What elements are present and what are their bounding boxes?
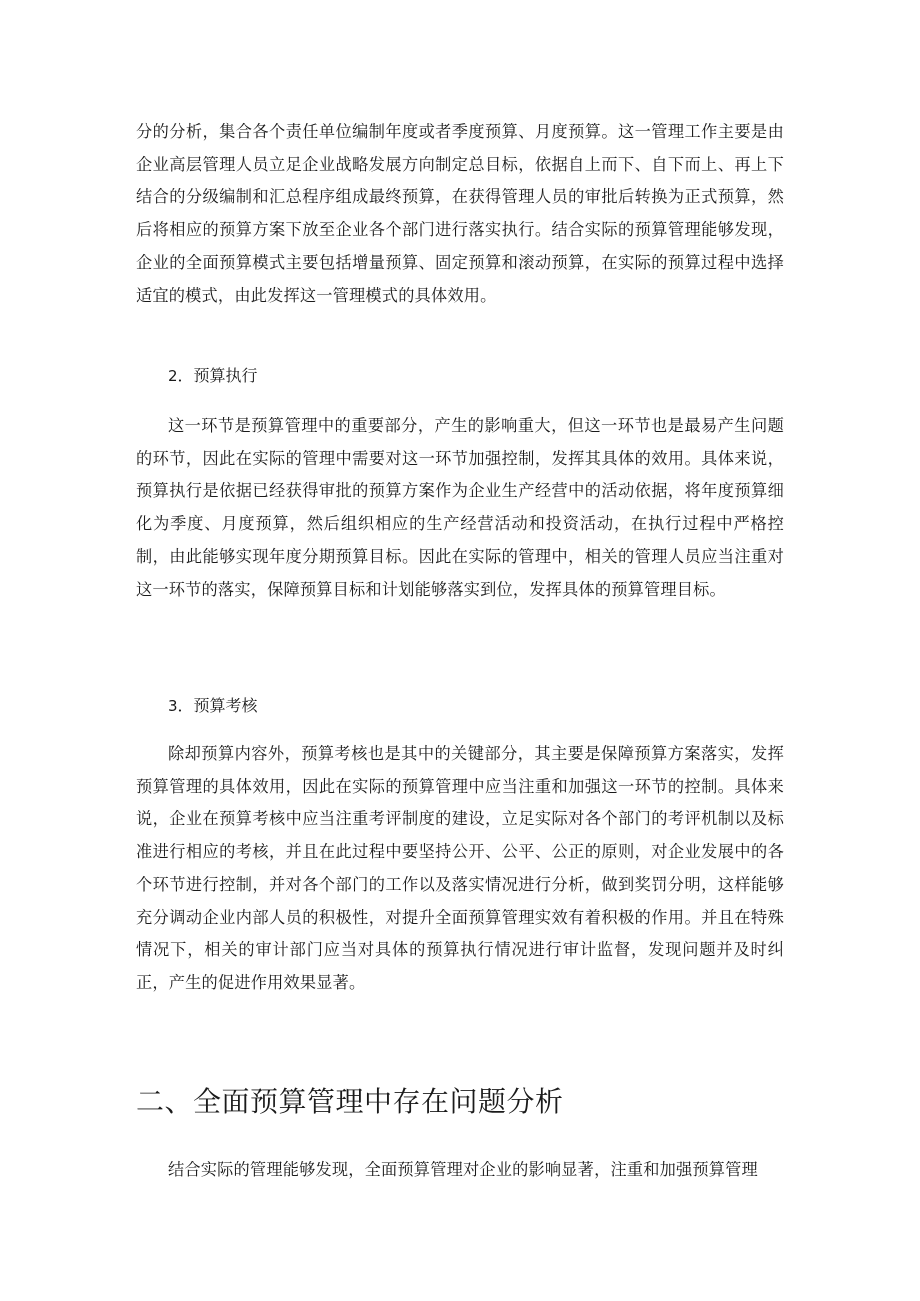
section-heading: 二、全面预算管理中存在问题分析 bbox=[136, 1085, 564, 1118]
paragraph-budget-assessment: 除却预算内容外，预算考核也是其中的关键部分，其主要是保障预算方案落实，发挥预算管理的具体效用，因此在实际的预算管理中应当注重和加强这一环节的控制。具体来说，企业在预算考核中应当注重考评制度的建设，立足实际对各个部门的考评机制以及标准进行相应的考核，并且在此过程中要坚持公开、公平、公正的原则，对企业发展中的各个环节进行控制，并对各个部门的工作以及落实情况进行分析，做到奖罚分明，这样能够充分调动企业内部人员的积极性，对提升全面预算管理实效有着积极的作用。并且在特殊情况下，相关的审计部门应当对具体的预算执行情况进行审计监督，发现问题并及时纠正，产生的促进作用效果显著。 bbox=[136, 744, 784, 992]
paragraph-problem-analysis: 结合实际的管理能够发现，全面预算管理对企业的影响显著，注重和加强预算管理 bbox=[168, 1160, 758, 1179]
paragraph-budget-preparation: 分的分析，集合各个责任单位编制年度或者季度预算、月度预算。这一管理工作主要是由企业高层管理人员立足企业战略发展方向制定总目标，依据自上而下、自下而上、再上下结合的分级编制和汇总程序组成最终预算，在获得管理人员的审批后转换为正式预算，然后将相应的预算方案下放至企业各个部门进行落实执行。结合实际的预算管理能够发现，企业的全面预算模式主要包括增量预算、固定预算和滚动预算，在实际的预算过程中选择适宜的模式，由此发挥这一管理模式的具体效用。 bbox=[136, 122, 784, 305]
subheading-text: ．预算执行 bbox=[177, 366, 258, 385]
subheading-number: 3 bbox=[168, 697, 178, 715]
subheading-number: 2 bbox=[168, 367, 178, 385]
paragraph-budget-execution: 这一环节是预算管理中的重要部分，产生的影响重大，但这一环节也是最易产生问题的环节，因此在实际的管理中需要对这一环节加强控制，发挥其具体的效用。具体来说，预算执行是依据已经获得审批的预算方案作为企业生产经营中的活动依据，将年度预算细化为季度、月度预算，然后组织相应的生产经营活动和投资活动，在执行过程中严格控制，由此能够实现年度分期预算目标。因此在实际的管理中，相关的管理人员应当注重对这一环节的落实，保障预算目标和计划能够落实到位，发挥具体的预算管理目标。 bbox=[136, 416, 784, 599]
subheading-text: ．预算考核 bbox=[177, 696, 258, 715]
subheading-budget-assessment bbox=[168, 694, 258, 718]
subheading-budget-execution bbox=[168, 364, 258, 388]
